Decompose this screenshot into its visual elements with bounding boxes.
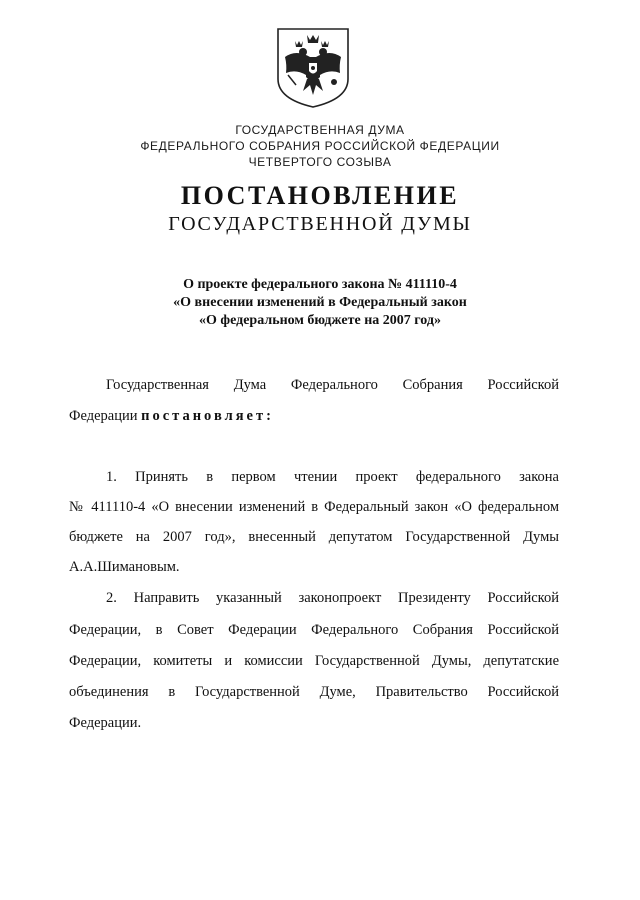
header-line-federal-assembly: ФЕДЕРАЛЬНОГО СОБРАНИЯ РОССИЙСКОЙ ФЕДЕРАЦИИ xyxy=(140,139,500,153)
subject-line-1: О проекте федерального закона № 411110-4 xyxy=(183,277,457,292)
item1-line-4: А.А.Шимановым. xyxy=(69,559,180,575)
preamble-text: Федерации xyxy=(69,408,142,424)
header-line-convocation: ЧЕТВЕРТОГО СОЗЫВА xyxy=(248,155,392,169)
preamble-line-2 xyxy=(69,406,559,426)
document-title: ПОСТАНОВЛЕНИЕ xyxy=(180,181,460,210)
item1-line-3: бюджете на 2007 год», внесенный депутатом Государственной Думы xyxy=(69,529,559,545)
item2-line-4: объединения в Государственной Думе, Правительство Российской xyxy=(69,684,559,700)
subject-line-2: «О внесении изменений в Федеральный закон xyxy=(173,295,467,310)
item2-line-3: Федерации, комитеты и комиссии Государственной Думы, депутатские xyxy=(69,653,559,669)
subject-line-3: «О федеральном бюджете на 2007 год» xyxy=(199,313,441,328)
header-line-duma: ГОСУДАРСТВЕННАЯ ДУМА xyxy=(235,123,405,137)
item1-line-2: № 411110-4 «О внесении изменений в Федеральный закон «О федеральном xyxy=(69,499,559,515)
item2-line-5: Федерации. xyxy=(69,715,142,731)
item1-line-1: 1. Принять в первом чтении проект федерального закона xyxy=(106,469,559,485)
document-subtitle: ГОСУДАРСТВЕННОЙ ДУМЫ xyxy=(168,213,472,235)
item2-line-1: 2. Направить указанный законопроект Президенту Российской xyxy=(106,590,559,606)
resolves-keyword: постановляет: xyxy=(141,408,274,424)
coat-of-arms-emblem-icon xyxy=(276,27,350,109)
preamble-line-1: Государственная Дума Федерального Собрания Российской xyxy=(106,377,559,393)
item2-line-2: Федерации, в Совет Федерации Федерального Собрания Российской xyxy=(69,622,559,638)
